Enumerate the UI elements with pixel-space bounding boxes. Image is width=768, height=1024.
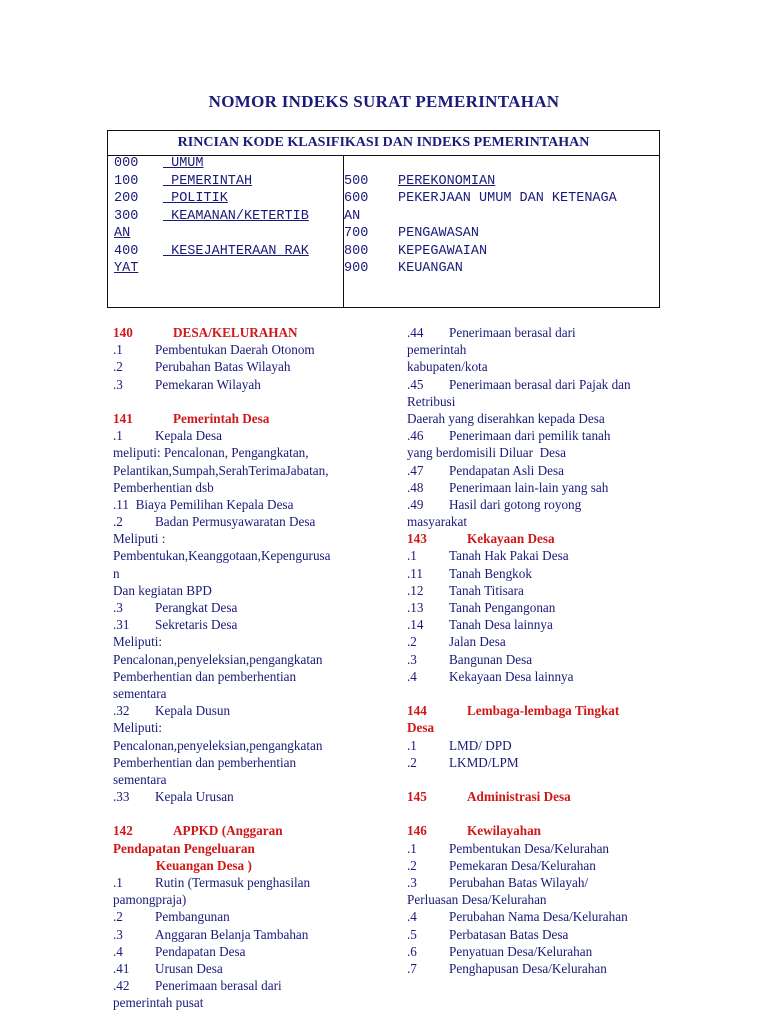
index-entry [113,376,375,393]
table-name-left: YAT [114,261,139,276]
entry-code: .31 [113,617,130,633]
index-entry [113,341,375,358]
entry-label: Bangunan Desa [449,651,533,667]
entry-code: .4 [407,909,417,925]
section-heading [113,410,375,427]
entry-label: Hasil dari gotong royong [449,496,582,512]
entry-code: .2 [113,514,123,530]
entry-text: pemerintah pusat [113,995,204,1011]
index-entry [407,599,669,616]
index-entry [113,788,375,805]
section-heading [113,822,375,839]
entry-code: .47 [407,462,424,478]
table-name-right: KEUANGAN [398,261,463,276]
index-entry [407,565,669,582]
entry-label: Jalan Desa [449,634,506,650]
entry-label: Penghapusan Desa/Kelurahan [449,960,607,976]
entry-label: Perubahan Batas Wilayah [155,359,291,375]
entry-label: Tanah Bengkok [449,565,532,581]
entry-code: .1 [113,342,123,358]
table-code-right: 800 [344,243,369,259]
entry-code: .4 [407,668,417,684]
entry-text: masyarakat [407,514,468,530]
table-code-left: 200 [114,191,139,206]
index-entry [407,857,669,874]
index-entry [407,376,669,393]
index-entry [113,358,375,375]
section-code: 143 [407,531,427,547]
entry-text: kabupaten/kota [407,359,488,375]
index-entry [407,651,669,668]
section-title: DESA/KELURAHAN [173,325,298,340]
entry-code: .3 [407,651,417,667]
entry-label: Tanah Pengangonan [449,600,556,615]
entry-label: Kekayaan Desa lainnya [449,668,574,684]
entry-text: Dan kegiatan BPD [113,582,212,598]
entry-text: n [113,565,120,581]
entry-label: Kepala Desa [155,428,222,444]
entry-label: Pendapatan Asli Desa [449,462,564,478]
entry-code: .42 [113,978,130,994]
section-code: 146 [407,823,427,839]
index-entry [407,427,669,444]
index-entry [407,496,669,513]
entry-label: Kepala Urusan [155,789,234,805]
entry-code: .33 [113,789,130,805]
spacer [407,685,669,702]
table-code-left: 400 [114,243,139,259]
entry-code: .5 [407,926,417,942]
entry-label: LKMD/LPM [449,754,519,770]
entry-label: Perbatasan Batas Desa [449,926,569,942]
entry-code: .3 [113,376,123,392]
index-entry [113,908,375,925]
section-heading [407,788,669,805]
table-name-left: KEAMANAN/KETERTIB [163,208,309,224]
entry-label: Rutin (Termasuk penghasilan [155,875,311,890]
entry-code: .1 [113,428,123,444]
index-entry [113,943,375,960]
section-title: Administrasi Desa [467,789,571,805]
section-title: APPKD (Anggaran [173,823,283,839]
index-entry [113,926,375,943]
section-title-continued: Desa [407,720,435,736]
entry-code: .11 [407,565,423,581]
section-code: 141 [113,410,133,426]
index-entry [407,547,669,564]
entry-code: .32 [113,703,130,719]
spacer [407,805,669,822]
table-code-right: 500 [344,173,369,189]
entry-label: Anggaran Belanja Tambahan [155,926,309,942]
entry-code: .41 [113,960,130,976]
entry-text: Pemberhentian dan pemberhentian [113,754,297,770]
section-heading [113,324,375,341]
entry-label: Badan Permusyawaratan Desa [155,514,316,530]
entry-text: .11 Biaya Pemilihan Kepala Desa [113,496,294,512]
index-entry [407,582,669,599]
index-entry [113,616,375,633]
index-entry [407,616,669,633]
table-code-left: 000 [114,156,139,171]
entry-label: Tanah Desa lainnya [449,617,553,633]
entry-label: Penerimaan dari pemilik tanah [449,428,611,444]
index-entry [407,960,669,977]
index-entry [113,513,375,530]
entry-text: Pemberhentian dsb [113,479,214,495]
entry-code: .14 [407,617,424,633]
index-entry [113,874,375,891]
entry-label: Kepala Dusun [155,703,231,719]
entry-code: .48 [407,479,424,495]
index-entry [407,324,669,341]
entry-code: .1 [407,737,417,753]
entry-code: .12 [407,582,424,598]
section-title: Kewilayahan [467,823,542,839]
entry-code: .44 [407,325,424,340]
index-entry [407,668,669,685]
section-title-continued: Keuangan Desa ) [113,857,252,873]
entry-code: .2 [407,754,417,770]
entry-code: .4 [113,943,123,959]
section-code: 144 [407,703,427,719]
index-entry [407,462,669,479]
entry-code: .6 [407,943,417,959]
entry-label: Sekretaris Desa [155,617,238,633]
entry-text: Perluasan Desa/Kelurahan [407,892,547,908]
entry-text: meliputi: Pencalonan, Pengangkatan, [113,445,309,461]
entry-code: .45 [407,376,424,392]
spacer [113,393,375,410]
spacer [113,805,375,822]
entry-code: .2 [113,359,123,375]
entry-label: LMD/ DPD [449,737,512,753]
entry-label: Penerimaan berasal dari [155,978,282,994]
section-heading [407,702,669,719]
entry-text: Pemberhentian dan pemberhentian [113,668,297,684]
table-code-right: 600 [344,191,369,206]
index-entry [407,479,669,496]
entry-text: Meliputi: [113,720,163,736]
section-code: 140 [113,325,133,340]
table-code-right: 700 [344,226,369,241]
section-code: 142 [113,823,133,839]
entry-code: .49 [407,496,424,512]
index-entry [113,427,375,444]
index-entry [113,599,375,616]
entry-text: sementara [113,771,167,787]
entry-code: .2 [407,634,417,650]
entry-code: .46 [407,428,424,444]
table-name-left: AN [114,226,131,241]
table-name-right: PENGAWASAN [398,226,480,241]
index-entry [113,977,375,994]
entry-label: Pemekaran Desa/Kelurahan [449,857,596,873]
table-code-left: 100 [114,173,139,189]
index-entry [407,840,669,857]
entry-text: pamongpraja) [113,892,187,908]
entry-label: Penerimaan berasal dari [449,325,576,340]
section-title: Lembaga-lembaga Tingkat [467,703,620,719]
entry-label: Pembangunan [155,909,230,925]
entry-label: Penerimaan berasal dari Pajak dan [449,376,631,392]
table-name-right: PEKERJAAN UMUM DAN KETENAGA [398,191,617,206]
entry-code: .13 [407,600,424,615]
section-heading [407,822,669,839]
table-name-left: PEMERINTAH [163,173,253,189]
entry-label: Perubahan Nama Desa/Kelurahan [449,909,628,925]
index-entry [407,754,669,771]
classification-table [107,130,660,308]
entry-label: Tanah Titisara [449,582,524,598]
entry-code: .2 [113,909,123,925]
table-name-right: KEPEGAWAIAN [398,243,488,259]
table-code-right: 900 [344,261,369,276]
index-entry [407,633,669,650]
entry-label: Penerimaan lain-lain yang sah [449,479,609,495]
entry-label: Pembentukan Daerah Otonom [155,342,315,358]
entry-label: Perubahan Batas Wilayah/ [449,875,589,890]
index-entry [407,943,669,960]
index-entry [113,960,375,977]
entry-label: Pemekaran Wilayah [155,376,261,392]
entry-text: Meliputi : [113,531,166,547]
table-code-left: 300 [114,208,139,224]
section-title: Pemerintah Desa [173,410,270,426]
index-entry [113,702,375,719]
index-entry [407,737,669,754]
entry-text: Meliputi: [113,634,163,650]
entry-code: .2 [407,857,417,873]
entry-label: Penyatuan Desa/Kelurahan [449,943,593,959]
spacer [407,771,669,788]
entry-label: Urusan Desa [155,960,223,976]
entry-label: Pembentukan Desa/Kelurahan [449,840,610,856]
table-name-right: PEREKONOMIAN [398,173,496,189]
entry-text: Pencalonan,penyeleksian,pengangkatan [113,737,323,753]
entry-code: .1 [113,875,123,890]
entry-text: yang berdomisili Diluar Desa [407,445,566,461]
entry-text: Daerah yang diserahkan kepada Desa [407,410,605,426]
entry-text: Retribusi [407,393,456,409]
index-entry [407,874,669,891]
entry-text: sementara [113,685,167,701]
index-entry [407,926,669,943]
entry-code: .1 [407,840,417,856]
entry-text: Pelantikan,Sumpah,SerahTerimaJabatan, [113,462,329,478]
section-title-continued: Pendapatan Pengeluaran [113,840,255,856]
section-code: 145 [407,789,427,805]
document-title: NOMOR INDEKS SURAT PEMERINTAHAN [208,92,560,111]
entry-code: .3 [113,926,123,942]
entry-text: pemerintah [407,342,467,358]
entry-label: Perangkat Desa [155,600,238,615]
index-entry [407,908,669,925]
entry-label: Tanah Hak Pakai Desa [449,548,569,564]
entry-code: .1 [407,548,417,564]
table-name-left: KESEJAHTERAAN RAK [163,243,309,259]
entry-code: .3 [113,600,123,615]
entry-code: .3 [407,875,417,890]
entry-text: Pembentukan,Keanggotaan,Kepengurusa [113,548,331,564]
right-index-column [407,324,669,977]
entry-label: Pendapatan Desa [155,943,246,959]
entry-code: .7 [407,960,417,976]
table-name-left: UMUM [163,156,204,171]
table-name-right: AN [344,208,361,224]
table-header: RINCIAN KODE KLASIFIKASI DAN INDEKS PEMERINTAHAN [108,131,659,156]
section-title: Kekayaan Desa [467,531,555,547]
table-name-left: POLITIK [163,191,228,206]
left-index-column [113,324,375,1012]
section-heading [407,530,669,547]
entry-text: Pencalonan,penyeleksian,pengangkatan [113,651,323,667]
